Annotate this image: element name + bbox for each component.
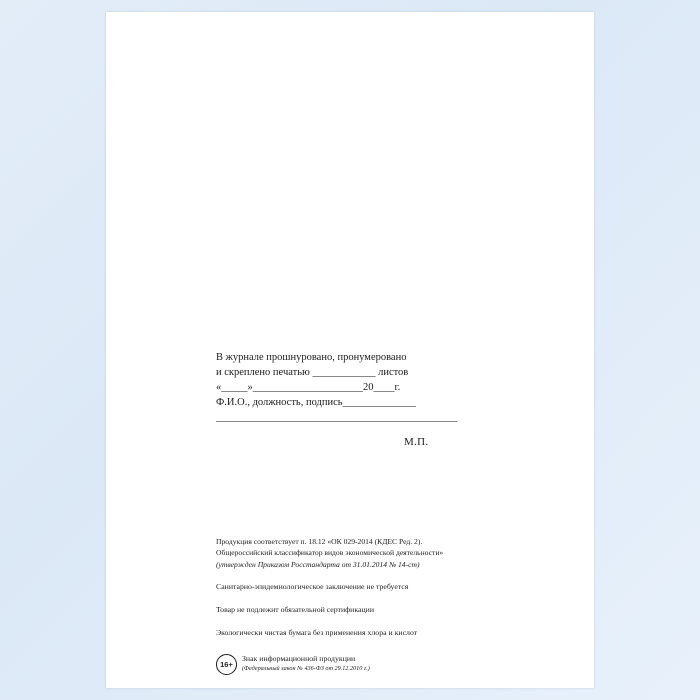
age-rating-badge: 16+ (216, 654, 237, 675)
okved-line-1: Продукция соответствует п. 18.12 «ОК 029-2014 (КДЕС Ред. 2). (216, 537, 423, 546)
certification-line-2: и скреплено печатью ____________ листов (216, 367, 409, 378)
spacer-3 (216, 616, 566, 627)
age-rating-text (242, 653, 370, 673)
spacer-1 (216, 570, 566, 581)
document-page (106, 12, 594, 688)
certification-line-5: ______________________________________________ (216, 412, 458, 423)
sanitary-note: Санитарно-эпидемиологическое заключение не требуется (216, 582, 409, 592)
certification-block (216, 350, 546, 425)
certification-line-1: В журнале прошнуровано, пронумеровано (216, 352, 407, 363)
paper-note: Экологически чистая бумага без применения хлора и кислот (216, 628, 418, 638)
okved-line-2: Общероссийский классификатор видов экономической деятельности» (216, 548, 444, 558)
age-rating-law: (Федеральный закон № 436-ФЗ от 29.12.2010 г.) (242, 665, 370, 673)
certification-line-4: Ф.И.О., должность, подпись______________ (216, 397, 417, 408)
okved-note (216, 536, 566, 570)
age-rating-row (216, 653, 566, 677)
footer-block (216, 536, 566, 677)
okved-line-3: (утвержден Приказом Росстандарта от 31.01.2014 № 14-ст) (216, 559, 420, 569)
certification-note: Товар не подлежит обязательной сертификации (216, 605, 374, 615)
spacer-2 (216, 593, 566, 604)
certification-line-3: «_____»_____________________20____г. (216, 382, 401, 393)
age-rating-label: Знак информационной продукции (242, 654, 356, 664)
stamp-mark: М.П. (404, 436, 429, 448)
